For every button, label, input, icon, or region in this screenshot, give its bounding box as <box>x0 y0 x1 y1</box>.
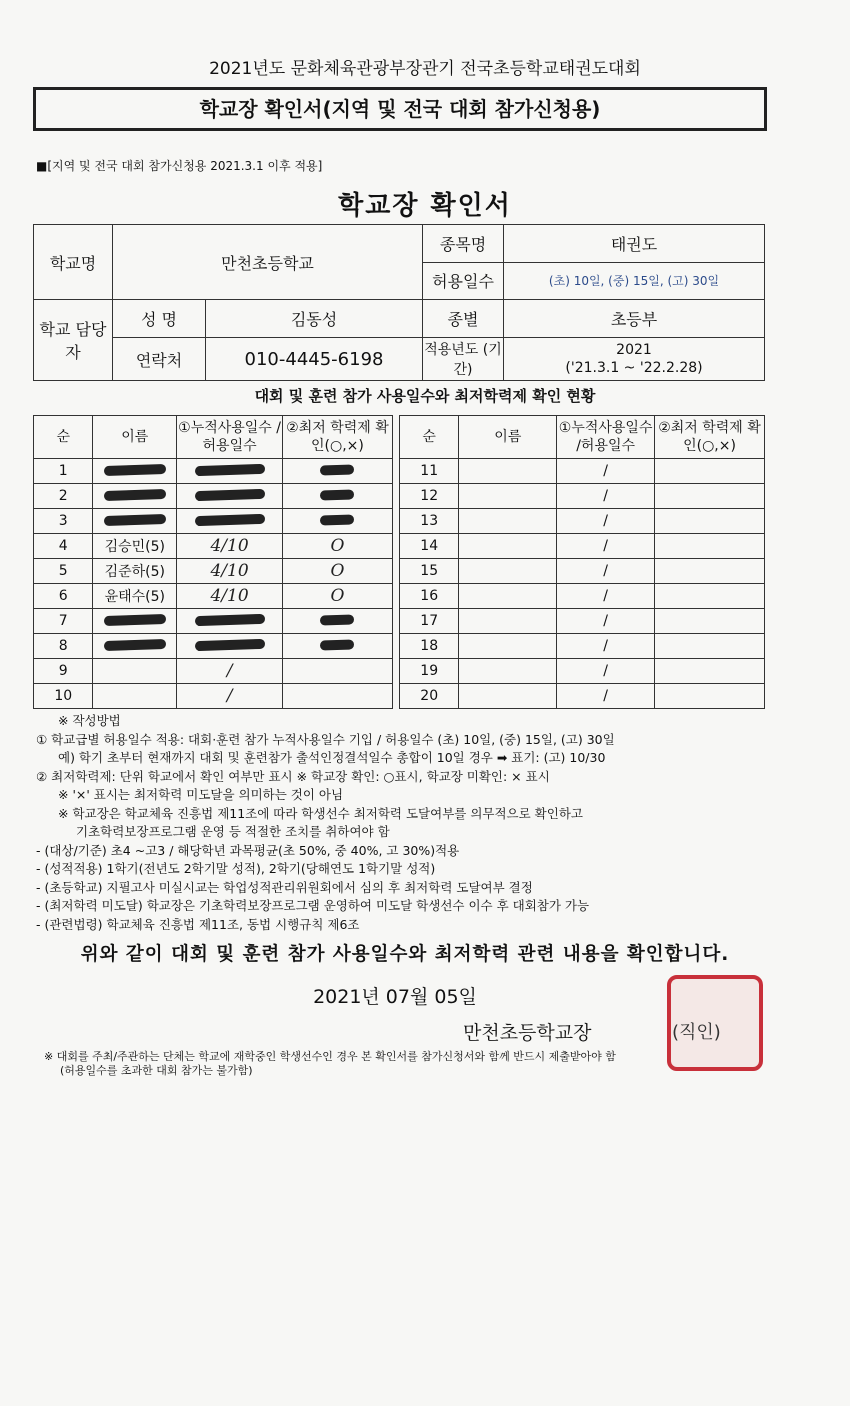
row-number <box>399 534 458 559</box>
min-academic-check <box>283 634 393 659</box>
row-number <box>34 484 93 509</box>
footnote-line: ※ 대회를 주최/주관하는 단체는 학교에 재학중인 학생선수인 경우 본 확인서를 참가신청서와 함께 반드시 제출받아야 함 <box>44 1050 616 1063</box>
redaction-mark <box>194 489 264 501</box>
allowed-days-label: 허용일수 <box>423 262 504 300</box>
used-days <box>557 634 655 659</box>
applicability-note: ■[지역 및 전국 대회 참가신청용 2021.3.1 이후 적용] <box>36 159 323 173</box>
table-row <box>34 609 765 634</box>
row-number <box>34 609 93 634</box>
redaction-mark <box>104 464 166 476</box>
table-row <box>34 534 765 559</box>
row-number-text: 19 <box>420 663 439 679</box>
student-name <box>93 634 177 659</box>
row-number <box>399 634 458 659</box>
student-name-text: 김준하(5) <box>104 564 166 580</box>
top-title: 2021년도 문화체육관광부장관기 전국초등학교태권도대회 <box>209 59 641 79</box>
issue-date: 2021년 07월 05일 <box>313 986 477 1008</box>
header-days: ①누적사용일수 /허용일수 <box>177 416 283 459</box>
used-days-text: / <box>603 463 608 479</box>
row-number-text: 6 <box>58 588 68 604</box>
used-days <box>557 584 655 609</box>
contact-value: 010-4445-6198 <box>206 338 423 381</box>
used-days <box>177 559 283 584</box>
used-days-text: / <box>603 513 608 529</box>
instruction-line: - (최저학력 미도달) 학교장은 기초학력보장프로그램 운영하여 미도달 학생선수 이수 후 대회참가 가능 <box>36 898 590 913</box>
min-academic-check <box>655 659 765 684</box>
year-period: ('21.3.1 ~ '22.2.28) <box>565 360 703 377</box>
row-number <box>34 684 93 709</box>
min-academic-check <box>655 634 765 659</box>
used-days-text: / <box>226 661 233 681</box>
redaction-mark <box>194 514 264 526</box>
header-name: 이름 <box>459 416 557 459</box>
student-name <box>93 684 177 709</box>
used-days <box>177 659 283 684</box>
instructions-heading: ※ 작성방법 <box>58 713 121 728</box>
redaction-mark <box>194 639 264 651</box>
used-days <box>177 684 283 709</box>
row-number <box>399 559 458 584</box>
min-academic-check <box>283 484 393 509</box>
min-academic-check-text: O <box>330 586 345 606</box>
min-academic-check <box>283 609 393 634</box>
min-academic-check <box>283 584 393 609</box>
table-row <box>34 484 765 509</box>
used-days-text: 4/10 <box>210 561 249 581</box>
instruction-line: - (성적적용) 1학기(전년도 2학기말 성적), 2학기(당해연도 1학기말 성적) <box>36 861 436 876</box>
row-number <box>399 509 458 534</box>
used-days-text: / <box>603 588 608 604</box>
student-name <box>459 534 557 559</box>
student-name <box>459 509 557 534</box>
used-days <box>177 634 283 659</box>
row-number-text: 15 <box>420 563 439 579</box>
used-days <box>557 609 655 634</box>
row-number <box>34 584 93 609</box>
used-days-text: / <box>603 613 608 629</box>
min-academic-check <box>283 534 393 559</box>
min-academic-check <box>655 484 765 509</box>
footnote <box>44 1050 774 1078</box>
seal-label: (직인) <box>672 1022 721 1043</box>
school-label: 학교명 <box>34 225 113 300</box>
student-name-text: 김승민(5) <box>104 539 166 555</box>
student-name <box>93 609 177 634</box>
table-row <box>34 584 765 609</box>
student-name <box>459 684 557 709</box>
instruction-line: - (관련법령) 학교체육 진흥법 제11조, 동법 시행규칙 제6조 <box>36 916 360 932</box>
header-no: 순 <box>399 416 458 459</box>
row-number-text: 10 <box>54 688 73 704</box>
staff-label: 학교 담당자 <box>34 300 113 381</box>
table-row <box>34 559 765 584</box>
category-label: 종별 <box>423 300 504 338</box>
category-value: 초등부 <box>504 300 765 338</box>
table-row <box>34 509 765 534</box>
instruction-line: 예) 학기 초부터 현재까지 대회 및 훈련참가 출석인정결석일수 총합이 10일 경우 ➡ 표기: (고) 10/30 <box>58 750 606 765</box>
row-number <box>399 484 458 509</box>
row-number <box>399 684 458 709</box>
usage-table <box>33 415 765 709</box>
redaction-mark <box>320 464 354 475</box>
used-days-text: / <box>603 663 608 679</box>
student-name <box>93 584 177 609</box>
used-days-text: 4/10 <box>210 586 249 606</box>
instruction-line: 기초학력보장프로그램 운영 등 적절한 조치를 취하여야 함 <box>76 824 390 839</box>
min-academic-check <box>655 559 765 584</box>
used-days-text: / <box>226 686 233 706</box>
row-number-text: 16 <box>420 588 439 604</box>
instruction-line: ※ '×' 표시는 최저학력 미도달을 의미하는 것이 아님 <box>58 787 344 802</box>
redaction-mark <box>104 489 166 501</box>
used-days <box>557 684 655 709</box>
redaction-mark <box>104 639 166 651</box>
footnote-line: (허용일수를 초과한 대회 참가는 불가함) <box>60 1064 253 1077</box>
year-cell <box>504 338 765 381</box>
row-number-text: 11 <box>420 463 439 479</box>
redaction-mark <box>104 514 166 526</box>
redaction-mark <box>320 489 354 500</box>
instructions <box>36 712 776 934</box>
instruction-line: ① 학교급별 허용일수 적용: 대회·훈련 참가 누적사용일수 기입 / 허용일수 (초) 10일, (중) 15일, (고) 30일 <box>36 731 615 747</box>
row-number-text: 9 <box>58 663 68 679</box>
name-label: 성 명 <box>113 300 206 338</box>
redaction-mark <box>194 614 264 626</box>
student-name <box>459 659 557 684</box>
used-days <box>557 484 655 509</box>
student-name <box>459 634 557 659</box>
min-academic-check <box>655 684 765 709</box>
used-days-text: 4/10 <box>210 536 249 556</box>
used-days <box>557 459 655 484</box>
student-name-text: 윤태수(5) <box>104 589 166 605</box>
student-name <box>459 609 557 634</box>
student-name <box>459 484 557 509</box>
student-name <box>93 659 177 684</box>
student-name <box>459 559 557 584</box>
header-no: 순 <box>34 416 93 459</box>
min-academic-check <box>283 684 393 709</box>
redaction-mark <box>320 639 354 650</box>
used-days <box>177 584 283 609</box>
row-number-text: 7 <box>58 613 68 629</box>
used-days <box>557 559 655 584</box>
row-number <box>399 609 458 634</box>
row-number <box>34 534 93 559</box>
row-number-text: 13 <box>420 513 439 529</box>
header-name: 이름 <box>93 416 177 459</box>
min-academic-check <box>655 609 765 634</box>
info-table <box>33 224 765 381</box>
student-name <box>459 584 557 609</box>
row-number-text: 8 <box>58 638 68 654</box>
table-row <box>34 684 765 709</box>
min-academic-check <box>655 459 765 484</box>
instruction-line: - (대상/기준) 초4 ~고3 / 해당학년 과목평균(초 50%, 중 40%, 고 30%)적용 <box>36 842 460 858</box>
row-number-text: 4 <box>58 538 68 554</box>
row-number-text: 3 <box>58 513 68 529</box>
status-heading: 대회 및 훈련 참가 사용일수와 최저학력제 확인 현황 <box>254 387 596 405</box>
min-academic-check-text: O <box>330 561 345 581</box>
row-number-text: 17 <box>420 613 439 629</box>
used-days <box>177 484 283 509</box>
allowed-days-value: (초) 10일, (중) 15일, (고) 30일 <box>504 262 765 300</box>
used-days-text: / <box>603 488 608 504</box>
row-number <box>34 634 93 659</box>
banner-title: 학교장 확인서(지역 및 전국 대회 참가신청용) <box>33 87 767 131</box>
table-row <box>34 459 765 484</box>
student-name <box>93 484 177 509</box>
instruction-line: - (초등학교) 지필고사 미실시교는 학업성적관리위원회에서 심의 후 최저학력 도달여부 결정 <box>36 879 533 895</box>
instruction-line: ② 최저학력제: 단위 학교에서 확인 여부만 표시 ※ 학교장 확인: ○표시, 학교장 미확인: × 표시 <box>36 768 550 784</box>
row-number-text: 2 <box>58 488 68 504</box>
table-row <box>34 659 765 684</box>
row-number-text: 14 <box>420 538 439 554</box>
used-days <box>557 534 655 559</box>
row-number <box>399 584 458 609</box>
document-title: 학교장 확인서 <box>338 191 512 221</box>
row-number-text: 20 <box>420 688 439 704</box>
contact-label: 연락처 <box>113 338 206 381</box>
min-academic-check <box>655 584 765 609</box>
min-academic-check <box>283 459 393 484</box>
used-days <box>177 459 283 484</box>
used-days-text: / <box>603 563 608 579</box>
student-name <box>93 509 177 534</box>
name-value: 김동성 <box>206 300 423 338</box>
min-academic-check-text: O <box>330 536 345 556</box>
redaction-mark <box>194 464 264 476</box>
used-days <box>177 534 283 559</box>
row-number <box>34 509 93 534</box>
used-days <box>557 509 655 534</box>
used-days <box>557 659 655 684</box>
redaction-mark <box>104 614 166 626</box>
row-number-text: 12 <box>420 488 439 504</box>
row-number <box>399 459 458 484</box>
row-number-text: 5 <box>58 563 68 579</box>
row-number <box>399 659 458 684</box>
row-number <box>34 659 93 684</box>
used-days-text: / <box>603 688 608 704</box>
instruction-line: ※ 학교장은 학교체육 진흥법 제11조에 따라 학생선수 최저학력 도달여부를 의무적으로 확인하고 <box>58 805 583 821</box>
used-days-text: / <box>603 638 608 654</box>
event-value: 태권도 <box>504 225 765 263</box>
row-number-text: 1 <box>58 463 68 479</box>
min-academic-check <box>283 509 393 534</box>
header-days: ①누적사용일수 /허용일수 <box>557 416 655 459</box>
used-days-text: / <box>603 538 608 554</box>
row-number <box>34 559 93 584</box>
student-name <box>93 459 177 484</box>
used-days <box>177 509 283 534</box>
header-check: ②최저 학력제 확인(○,×) <box>655 416 765 459</box>
min-academic-check <box>655 534 765 559</box>
row-number <box>34 459 93 484</box>
student-name <box>93 534 177 559</box>
year-label: 적용년도 (기간) <box>423 338 504 381</box>
min-academic-check <box>655 509 765 534</box>
student-name <box>459 459 557 484</box>
min-academic-check <box>283 559 393 584</box>
year-value: 2021 <box>616 342 652 359</box>
used-days <box>177 609 283 634</box>
row-number-text: 18 <box>420 638 439 654</box>
event-label: 종목명 <box>423 225 504 263</box>
student-name <box>93 559 177 584</box>
header-check: ②최저 학력제 확인(○,×) <box>283 416 393 459</box>
min-academic-check <box>283 659 393 684</box>
table-row <box>34 634 765 659</box>
redaction-mark <box>320 514 354 525</box>
principal-name: 만천초등학교장 <box>463 1022 592 1044</box>
school-value: 만천초등학교 <box>113 225 423 300</box>
redaction-mark <box>320 614 354 625</box>
confirmation-statement: 위와 같이 대회 및 훈련 참가 사용일수와 최저학력 관련 내용을 확인합니다. <box>80 944 730 965</box>
